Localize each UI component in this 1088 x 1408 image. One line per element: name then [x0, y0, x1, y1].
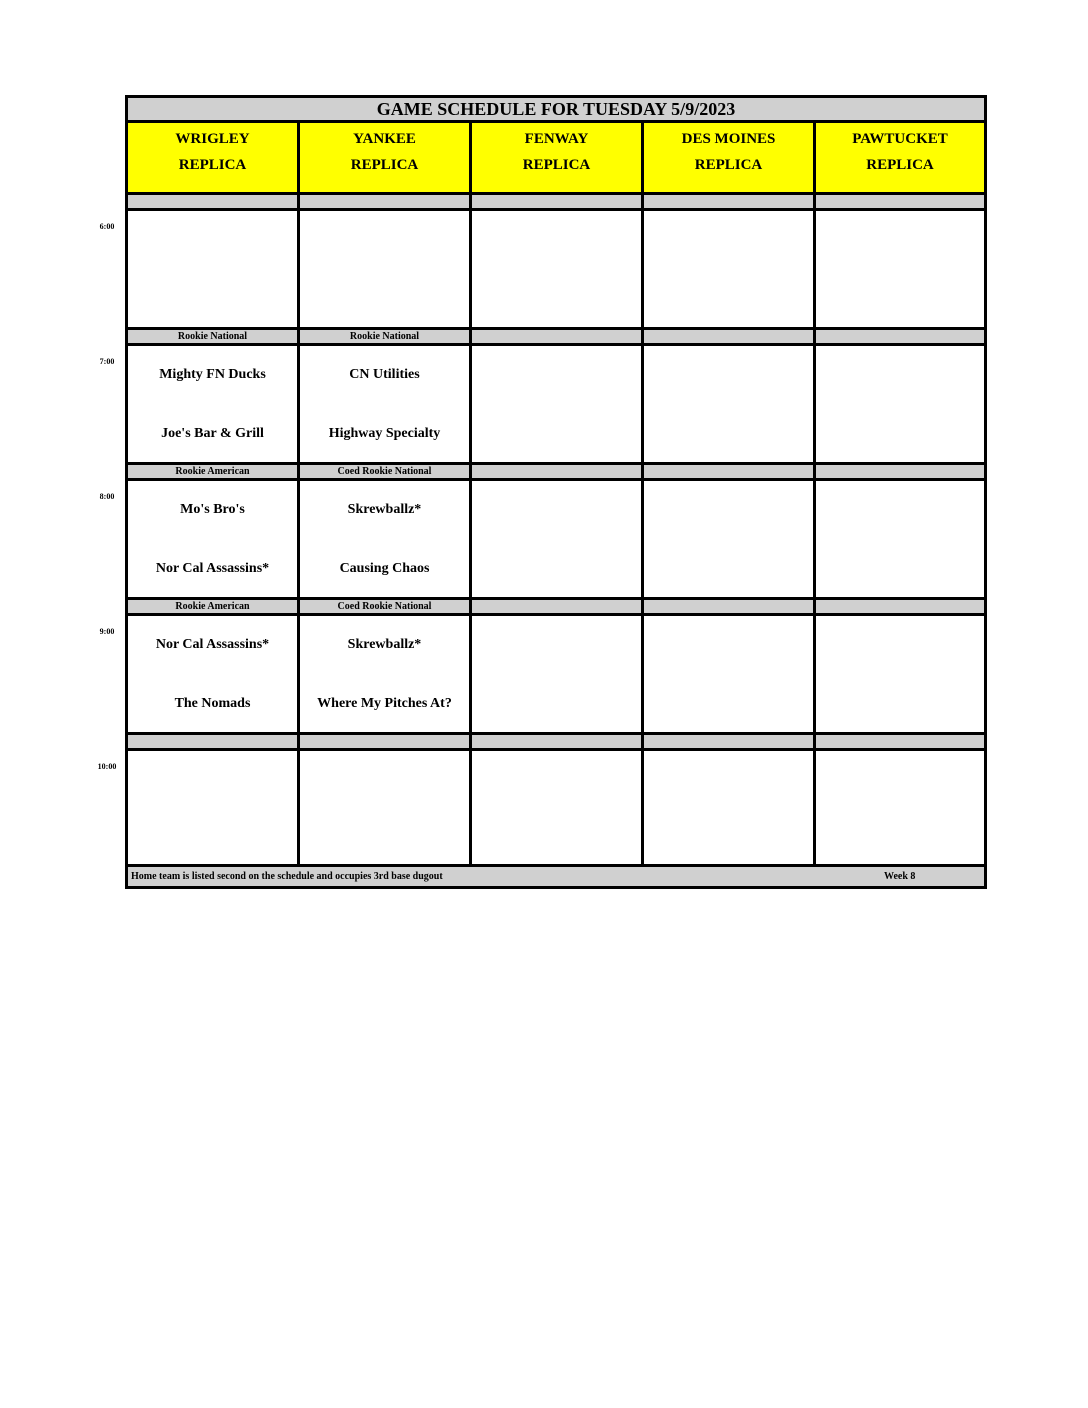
away-team: Nor Cal Assassins* — [155, 637, 270, 652]
division-label: Rookie National — [300, 327, 472, 346]
schedule-sheet — [125, 95, 987, 889]
time-column — [0, 0, 124, 900]
home-team: Nor Cal Assassins* — [155, 561, 270, 576]
field-name: FENWAY — [524, 131, 589, 147]
game-cell — [644, 616, 816, 732]
game-cell — [644, 481, 816, 597]
game-cell — [644, 751, 816, 867]
division-label — [472, 327, 644, 346]
division-label: Coed Rookie National — [300, 597, 472, 616]
field-name: WRIGLEY — [175, 131, 250, 147]
field-subtitle: REPLICA — [350, 157, 419, 173]
game-cell — [300, 481, 472, 597]
game-cell — [816, 346, 984, 462]
away-team: Skrewballz* — [347, 502, 422, 517]
field-header — [644, 123, 816, 192]
home-team: Highway Specialty — [328, 426, 441, 441]
home-team: The Nomads — [174, 696, 251, 711]
away-team: Mo's Bro's — [180, 502, 245, 517]
game-cell — [300, 346, 472, 462]
game-cell — [816, 751, 984, 867]
game-cell — [472, 751, 644, 867]
field-subtitle: REPLICA — [694, 157, 763, 173]
field-subtitle: REPLICA — [866, 157, 934, 173]
game-cell — [644, 211, 816, 327]
division-label — [300, 192, 472, 211]
field-header — [300, 123, 472, 192]
away-team: Skrewballz* — [347, 637, 422, 652]
division-label — [472, 192, 644, 211]
division-label — [128, 732, 300, 751]
field-header — [472, 123, 644, 192]
division-label: Rookie American — [128, 597, 300, 616]
field-header — [816, 123, 984, 192]
division-label — [816, 462, 984, 481]
away-team: Mighty FN Ducks — [159, 367, 266, 382]
game-cell — [128, 481, 300, 597]
division-label: Rookie American — [128, 462, 300, 481]
division-label — [644, 732, 816, 751]
game-cell — [128, 346, 300, 462]
game-cell — [644, 346, 816, 462]
division-label: Rookie National — [128, 327, 300, 346]
home-team: Where My Pitches At? — [317, 696, 452, 711]
time-label: 6:00 — [99, 222, 115, 231]
game-cell — [472, 481, 644, 597]
away-team: CN Utilities — [349, 367, 420, 382]
game-cell — [300, 751, 472, 867]
time-label: 9:00 — [99, 627, 115, 636]
game-cell — [472, 616, 644, 732]
game-cell — [816, 211, 984, 327]
game-cell — [816, 616, 984, 732]
home-team: Joe's Bar & Grill — [161, 426, 264, 441]
field-header — [128, 123, 300, 192]
field-name: DES MOINES — [681, 131, 776, 147]
game-cell — [300, 211, 472, 327]
page-title: GAME SCHEDULE FOR TUESDAY 5/9/2023 — [128, 98, 984, 123]
field-subtitle: REPLICA — [178, 157, 247, 173]
division-label — [816, 192, 984, 211]
game-cell — [472, 346, 644, 462]
division-label — [472, 462, 644, 481]
field-subtitle: REPLICA — [522, 157, 591, 173]
week-label: Week 8 — [884, 871, 916, 882]
time-label: 7:00 — [99, 357, 115, 366]
game-cell — [128, 211, 300, 327]
division-label — [128, 192, 300, 211]
division-label — [472, 597, 644, 616]
game-cell — [128, 751, 300, 867]
time-label: 8:00 — [99, 492, 115, 501]
game-cell — [128, 616, 300, 732]
division-label — [472, 732, 644, 751]
game-cell — [816, 481, 984, 597]
division-label: Coed Rookie National — [300, 462, 472, 481]
division-label — [816, 732, 984, 751]
time-label: 10:00 — [97, 762, 117, 771]
division-label — [816, 327, 984, 346]
field-name: PAWTUCKET — [852, 131, 948, 147]
game-cell — [300, 616, 472, 732]
division-label — [644, 327, 816, 346]
game-cell — [472, 211, 644, 327]
division-label — [644, 462, 816, 481]
field-name: YANKEE — [353, 131, 416, 147]
division-label — [816, 597, 984, 616]
division-label — [644, 597, 816, 616]
home-team: Causing Chaos — [339, 561, 430, 576]
division-label — [644, 192, 816, 211]
division-label — [300, 732, 472, 751]
footer-note: Home team is listed second on the schedule and occupies 3rd base dugout — [131, 871, 443, 882]
schedule-footer — [128, 864, 984, 886]
